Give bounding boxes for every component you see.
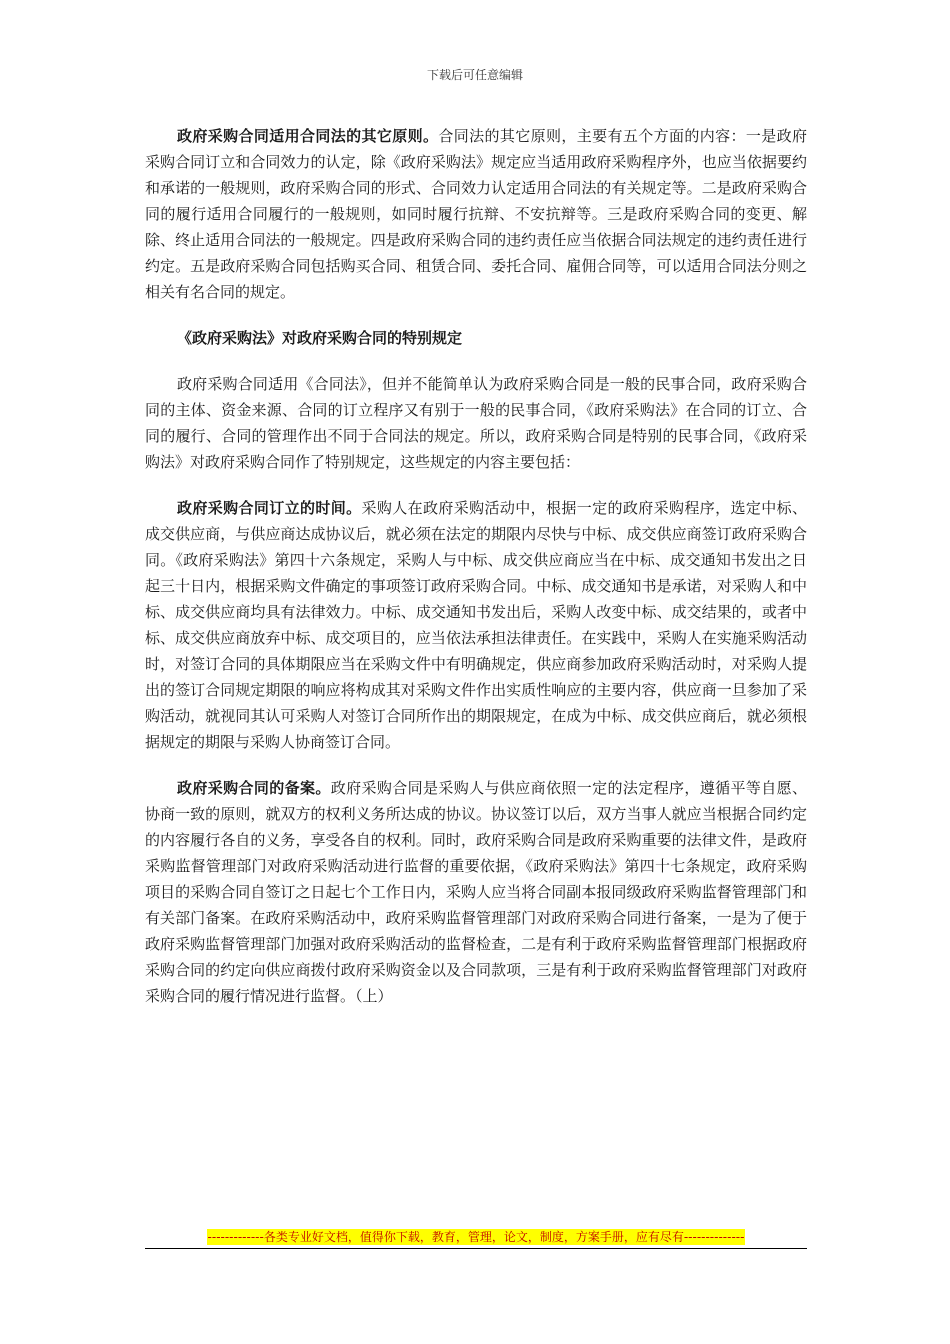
document-body bbox=[145, 123, 807, 1029]
paragraph-contract-law-principles bbox=[145, 123, 807, 305]
page-footer bbox=[145, 1226, 807, 1249]
paragraph-special-provisions bbox=[145, 371, 807, 475]
section-heading: 《政府采购法》对政府采购合同的特别规定 bbox=[177, 329, 463, 347]
paragraph-lead: 政府采购合同适用合同法的其它原则。 bbox=[177, 127, 439, 145]
paragraph-lead: 政府采购合同的备案。 bbox=[177, 779, 331, 797]
footer-banner-text: -------------各类专业好文档，值得你下载，教育，管理，论文，制度，方案手册，应有尽有-------------- bbox=[207, 1230, 745, 1244]
paragraph-text: 政府采购合同是采购人与供应商依照一定的法定程序，遵循平等自愿、协商一致的原则，就双方的权利义务所达成的协议。协议签订以后，双方当事人就应当根据合同约定的内容履行各自的义务，享受各自的权利。同时，政府采购合同是政府采购重要的法律文件，是政府采购监督管理部门对政府采购活动进行监督的重要依据，《政府采购法》第四十七条规定，政府采购项目的采购合同自签订之日起七个工作日内，采购人应当将合同副本报同级政府采购监督管理部门和有关部门备案。在政府采购活动中，政府采购监督管理部门对政府采购合同进行备案，一是为了便于政府采购监督管理部门加强对政府采购活动的监督检查，二是有利于政府采购监督管理部门根据政府采购合同的约定向供应商拨付政府采购资金以及合同款项，三是有利于政府采购监督管理部门对政府采购合同的履行情况进行监督。（上） bbox=[145, 779, 807, 1005]
paragraph-lead: 政府采购合同订立的时间。 bbox=[177, 499, 362, 517]
paragraph-text: 政府采购合同适用《合同法》，但并不能简单认为政府采购合同是一般的民事合同，政府采购合同的主体、资金来源、合同的订立程序又有别于一般的民事合同，《政府采购法》在合同的订立、合同的履行、合同的管理作出不同于合同法的规定。所以，政府采购合同是特别的民事合同，《政府采购法》对政府采购合同作了特别规定，这些规定的内容主要包括： bbox=[145, 375, 807, 471]
page-header: 下载后可任意编辑 bbox=[426, 68, 523, 82]
footer-divider bbox=[145, 1248, 807, 1249]
paragraph-text: 采购人在政府采购活动中，根据一定的政府采购程序，选定中标、成交供应商，与供应商达成协议后，就必须在法定的期限内尽快与中标、成交供应商签订政府采购合同。《政府采购法》第四十六条规定，采购人与中标、成交供应商应当在中标、成交通知书发出之日起三十日内，根据采购文件确定的事项签订政府采购合同。中标、成交通知书是承诺，对采购人和中标、成交供应商均具有法律效力。中标、成交通知书发出后，采购人改变中标、成交结果的，或者中标、成交供应商放弃中标、成交项目的，应当依法承担法律责任。在实践中，采购人在实施采购活动时，对签订合同的具体期限应当在采购文件中有明确规定，供应商参加政府采购活动时，对采购人提出的签订合同规定期限的响应将构成其对采购文件作出实质性响应的主要内容，供应商一旦参加了采购活动，就视同其认可采购人对签订合同所作出的期限规定，在成为中标、成交供应商后，就必须根据规定的期限与采购人协商签订合同。 bbox=[145, 499, 807, 751]
paragraph-text: 合同法的其它原则，主要有五个方面的内容：一是政府采购合同订立和合同效力的认定，除《政府采购法》规定应当适用政府采购程序外，也应当依据要约和承诺的一般规则，政府采购合同的形式、合同效力认定适用合同法的有关规定等。二是政府采购合同的履行适用合同履行的一般规则，如同时履行抗辩、不安抗辩等。三是政府采购合同的变更、解除、终止适用合同法的一般规定。四是政府采购合同的违约责任应当依据合同法规定的违约责任进行约定。五是政府采购合同包括购买合同、租赁合同、委托合同、雇佣合同等，可以适用合同法分则之相关有名合同的规定。 bbox=[145, 127, 807, 301]
paragraph-contract-signing-time bbox=[145, 495, 807, 755]
paragraph-contract-filing bbox=[145, 775, 807, 1009]
